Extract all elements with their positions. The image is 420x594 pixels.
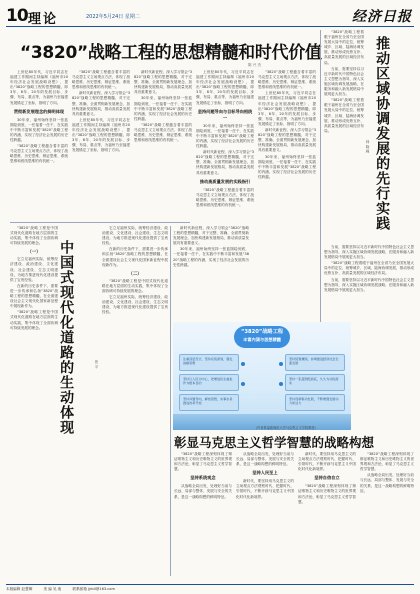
article-4-subhead-3: 坚持自信自立 — [314, 475, 340, 481]
article-4-column-3: 新时代，要坚持用马克思主义的立场观点方法观察时代、把握时代、引领时代，不断开辟马克思主义中国化时代化新境界。 坚持自信自立 “3820”战略工程深刻体现了辩证唯物主义和历史唯物主义的世界观和方法论，彰显了马克思主义哲学智慧。 — [298, 452, 356, 504]
article-4-column-2: 从战略全局出发，处理好当前与长远、局部与整体、发展与安全的关系，是这一战略构想的鲜明特征。 坚持人民至上 新时代，要坚持用马克思主义的立场观点方法观察时代、把握时代、引领时代，不断开辟马克思主义中国化时代化新境界。 — [236, 452, 294, 499]
connector-dot-icon — [241, 382, 245, 386]
infographic-item: 坚持以人民为中心，把增进民生福祉作为根本目的 — [179, 374, 239, 391]
footer-editor: 本版编辑 赵慧卿 — [6, 587, 33, 591]
masthead-logo: 经济日报 — [352, 9, 412, 25]
infographic-item: 坚持创新驱动发展，不断增强发展动力和活力 — [285, 394, 345, 411]
section-name: 理论 — [28, 12, 59, 27]
page-header — [6, 5, 414, 27]
footer-designer: 美 编 吴 迪 — [43, 587, 62, 591]
article-1-column-6: 新时代新征程，深入学习领会“3820”战略工程的思想精髓，对于完整、准确、全面贯彻新发展理念，加快构建新发展格局，推动高质量发展具有重要意义。 30年来，福州始终坚持一张蓝图绘到底，一任接着一任干，在实践中不断丰富和发展“3820”战略工程的内涵，实现了经济社会发展的历史性跨越。 — [173, 226, 249, 267]
article-1-title[interactable]: “3820”战略工程的思想精髓和时代价值 — [20, 43, 322, 63]
article-2-column-1: “3820”战略工程是中国式现代化道路在地方层面的生动实践，集中体现了全面协调可持续发展的理念。 （一） 它立足福州实际，统筹经济建设、政治建设、文化建设、社会建设、生态文明建设，为地方推进现代化建设提供了宝贵经验。 在新的历史条件下，需要进一步传承和弘扬“3820”战略工程的思想精髓，在全面建设社会主义现代化国家新征程中展现新作为。 “3820”战略工程是中国式现代化道路在地方层面的生动实践，集中体现了全面协调可持续发展的理念。 — [10, 226, 58, 330]
issue-date: 2022年5月24日 星期二 — [86, 14, 140, 20]
connector-dot-icon — [279, 362, 283, 366]
infographic-item: 坚持一张蓝图绘到底，久久为功抓落实 — [285, 374, 345, 391]
article-4-subhead-2: 坚持人民至上 — [252, 470, 278, 476]
article-4-title[interactable]: 彰显马克思主义哲学智慧的战略构想 — [174, 435, 375, 450]
footer-email[interactable]: 联系邮箱 jjrbll@163.com — [72, 587, 115, 591]
article-2-title[interactable]: 中国式现代化道路的生动体现 — [58, 240, 75, 435]
article-1-column-3: 新时代新征程，深入学习领会“3820”战略工程的思想精髓，对于完整、准确、全面贯彻新发展理念，加快构建新发展格局，推动高质量发展具有重要意义。 30年来，福州始终坚持一张蓝图绘到底，一任接着一任干，在实践中不断丰富和发展“3820”战略工程的内涵，实现了经济社会发展的历史性跨越。 “3820”战略工程蕴含着丰富的马克思主义立场观点方法，体现了战略思维、历史思维、辩证思维、系统思维和底线思维的有机统一。 — [134, 70, 192, 143]
article-2-section-2: （二） — [128, 271, 142, 277]
article-1-column-1: 上世纪80年代，习近平同志在福建工作期间主持编制《福州市20年经济社会发展战略设想》，提出“3820”战略工程的思想精髓，即3年、8年、20年的发展目标、步骤、布局、重点等，为福州乃至福建发展锚定了坐标，指明了方向。 贯彻新发展理念的鲜明体现 30年来，福州始终坚持一张蓝图绘到底，一任接着一任干，在实践中不断丰富和发展“3820”战略工程的内涵，实现了经济社会发展的历史性跨越。 “3820”战略工程蕴含着丰富的马克思主义立场观点方法，体现了战略思维、历史思维、辩证思维、系统思维和底线思维的有机统一。 — [10, 70, 68, 164]
article-2-column-2: 它立足福州实际，统筹经济建设、政治建设、文化建设、社会建设、生态文明建设，为地方推进现代化建设提供了宝贵经验。 在新的历史条件下，需要进一步传承和弘扬“3820”战略工程的思想精髓，在全面建设社会主义现代化国家新征程中展现新作为。 （二） “3820”战略工程是中国式现代化道路在地方层面的生动实践，集中体现了全面协调可持续发展的理念。 它立足福州实际，统筹经济建设、政治建设、文化建设、社会建设、生态文明建设，为地方推进现代化建设提供了宝贵经验。 — [102, 226, 168, 315]
article-1-subhead-1: 贯彻新发展理念的鲜明体现 — [13, 108, 65, 114]
article-3-author: 林 晓 峰 — [366, 140, 370, 154]
section-divider — [10, 222, 190, 223]
connector-dot-icon — [279, 382, 283, 386]
article-1-subhead-2: 坚持问题导向与目标导向相统一 — [197, 108, 253, 120]
infographic-item: 坚持问题导向，解放思想，实事求是推进改革开放 — [179, 394, 239, 411]
page-footer — [6, 584, 414, 592]
infographic-item: 注重顶层设计，坚持系统谋划，强化战略思维 — [179, 354, 239, 371]
article-2-author: 张 平 — [95, 360, 99, 369]
article-1-subhead-3: 推动高质量发展的实践指引 — [199, 178, 251, 184]
article-3-column-1: “3820”战略工程着眼于福州在全省乃至全国发展大局中的定位，统筹城乡、区域、陆海协调发展，推动形成优势互补、高质量发展的区域经济布局。 当前，需要坚持以习近平新时代中国特色社会主义思想为指导，深入实施区域协调发展战略，在服务和融入新发展格局中展现更大担当。 “3820”战略工程着眼于福州在全省乃至全国发展大局中的定位，统筹城乡、区域、陆海协调发展，推动形成优势互补、高质量发展的区域经济布局。 — [324, 30, 364, 133]
article-3-title[interactable]: 推动区域协调发展的先行实践 — [374, 36, 391, 231]
article-4-subhead-1: 坚持系统观念 — [190, 475, 216, 481]
infographic-badge: “3820”战略工程 丰富内涵与思想精髓 — [234, 326, 290, 348]
infographic-item: 坚持统筹兼顾，协调推进经济社会全面发展 — [285, 354, 345, 371]
column-divider — [170, 226, 171, 576]
page-number: 10 — [6, 6, 28, 26]
article-2-section-1: （一） — [27, 250, 41, 256]
article-4-column-1: “3820”战略工程深刻体现了辩证唯物主义和历史唯物主义的世界观和方法论，彰显了马克思主义哲学智慧。 坚持系统观念 从战略全局出发，处理好当前与长远、局部与整体、发展与安全的关系，是这一战略构想的鲜明特征。 — [174, 452, 232, 499]
infographic — [173, 322, 351, 430]
article-4-column-4: “3820”战略工程深刻体现了辩证唯物主义和历史唯物主义的世界观和方法论，彰显了马克思主义哲学智慧。 从战略全局出发，处理好当前与长远、局部与整体、发展与安全的关系，是这一战略构想的鲜明特征。 — [360, 452, 414, 493]
connector-dot-icon — [241, 362, 245, 366]
article-1-column-4: 上世纪80年代，习近平同志在福建工作期间主持编制《福州市20年经济社会发展战略设想》，提出“3820”战略工程的思想精髓，即3年、8年、20年的发展目标、步骤、布局、重点等，为福州乃至福建发展锚定了坐标，指明了方向。 坚持问题导向与目标导向相统一 30年来，福州始终坚持一张蓝图绘到底，一任接着一任干，在实践中不断丰富和发展“3820”战略工程的内涵，实现了经济社会发展的历史性跨越。 新时代新征程，深入学习领会“3820”战略工程的思想精髓，对于完整、准确、全面贯彻新发展理念，加快构建新发展格局，推动高质量发展具有重要意义。 推动高质量发展的实践指引 “3820”战略工程蕴含着丰富的马克思主义立场观点方法，体现了战略思维、历史思维、辩证思维、系统思维和底线思维的有机统一。 — [196, 70, 254, 207]
author-footnote: （作者系福建师范大学马克思主义学院教授） — [254, 426, 318, 430]
article-1-author: 陈 兴 杰 — [248, 63, 262, 67]
article-3-column-2: 当前，需要坚持以习近平新时代中国特色社会主义思想为指导，深入实施区域协调发展战略，在服务和融入新发展格局中展现更大担当。 “3820”战略工程着眼于福州在全省乃至全国发展大局中的定位，统筹城乡、区域、陆海协调发展，推动形成优势互补、高质量发展的区域经济布局。 当前，需要坚持以习近平新时代中国特色社会主义思想为指导，深入实施区域协调发展战略，在服务和融入新发展格局中展现更大担当。 — [324, 245, 414, 292]
article-1-column-5: “3820”战略工程蕴含着丰富的马克思主义立场观点方法，体现了战略思维、历史思维、辩证思维、系统思维和底线思维的有机统一。 上世纪80年代，习近平同志在福建工作期间主持编制《福州市20年经济社会发展战略设想》，提出“3820”战略工程的思想精髓，即3年、8年、20年的发展目标、步骤、布局、重点等，为福州乃至福建发展锚定了坐标，指明了方向。 新时代新征程，深入学习领会“3820”战略工程的思想精髓，对于完整、准确、全面贯彻新发展理念，加快构建新发展格局，推动高质量发展具有重要意义。 30年来，福州始终坚持一张蓝图绘到底，一任接着一任干，在实践中不断丰富和发展“3820”战略工程的内涵，实现了经济社会发展的历史性跨越。 — [258, 70, 316, 179]
article-1-column-2: “3820”战略工程蕴含着丰富的马克思主义立场观点方法，体现了战略思维、历史思维、辩证思维、系统思维和底线思维的有机统一。 新时代新征程，深入学习领会“3820”战略工程的思想精髓，对于完整、准确、全面贯彻新发展理念，加快构建新发展格局，推动高质量发展具有重要意义。 上世纪80年代，习近平同志在福建工作期间主持编制《福州市20年经济社会发展战略设想》，提出“3820”战略工程的思想精髓，即3年、8年、20年的发展目标、步骤、布局、重点等，为福州乃至福建发展锚定了坐标，指明了方向。 — [72, 70, 130, 153]
